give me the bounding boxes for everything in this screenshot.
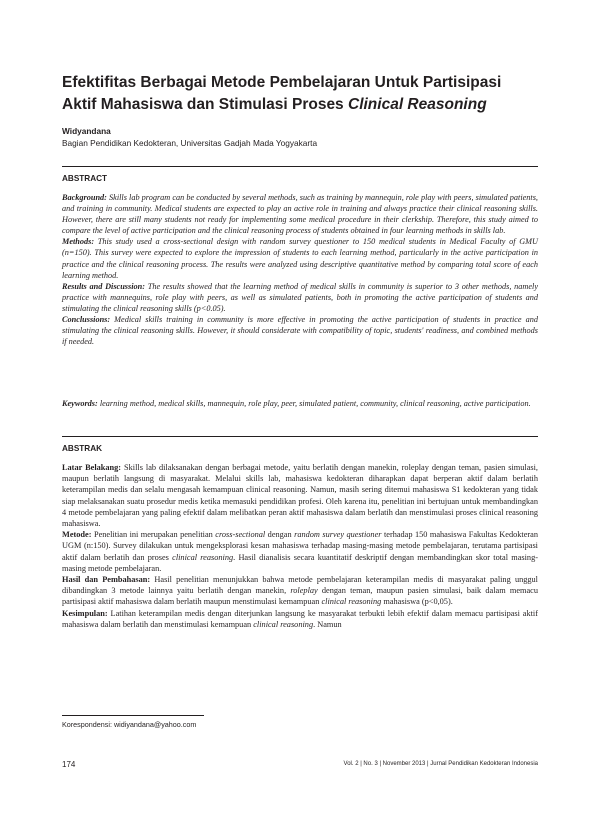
- correspondence-footnote: Korespondensi: widiyandana@yahoo.com: [62, 720, 197, 729]
- author-affiliation: Bagian Pendidikan Kedokteran, Universitas Gadjah Mada Yogyakarta: [62, 138, 318, 148]
- methods-label: Methods:: [62, 237, 95, 247]
- background-text: Skills lab program can be conducted by several methods, such as training by mannequin, role play with peers, simulated patients, and training in community. Medical students are expected to play an active role in training and always practice their clinical reasoning skills. However, there are still many students not ready for implementing some medical procedure in their clerkship. Therefore, this study aimed to compare the level of active participation and the clinical reasoning process of students obtained in four learning methods in skills lab.: [62, 193, 538, 236]
- abstrak-hasil: [62, 574, 538, 608]
- kesimpulan-italic: clinical reasoning: [253, 619, 314, 629]
- conclusions-text: Medical skills training in community is more effective in promoting the active participation of students in practice and stimulating the clinical reasoning skills. However, it should considerate with compatibility of topic, students' readiness, and combined methods if needed.: [62, 315, 538, 347]
- metode-text-c: terhadap 150 mahasiswa Fakultas Kedokteran UGM (n:150). Survey dilakukan untuk mengeksplorasi kesan mahasiswa terhadap masing-masing metode pembelajaran, terutama partisipasi aktif dalam berlatih dan proses: [62, 530, 538, 562]
- metode-label: Metode:: [62, 530, 92, 540]
- kesimpulan-label: Kesimpulan:: [62, 608, 108, 618]
- page-number: 174: [62, 760, 76, 769]
- hasil-label: Hasil dan Pembahasan:: [62, 575, 151, 585]
- paper-title: [62, 72, 542, 116]
- abstract-methods: [62, 236, 538, 280]
- abstract-top-rule: [62, 166, 538, 167]
- author-name: Widyandana: [62, 126, 111, 136]
- background-label: Background:: [62, 193, 107, 202]
- metode-italic-b: random survey questioner: [294, 530, 382, 540]
- hasil-text-c: mahasiswa (p<0,05).: [381, 597, 453, 607]
- abstract-indonesian: [62, 462, 538, 630]
- metode-text-d: . Hasil dianalisis secara kuantitatif deskriptif dengan membandingkan skor total masing-masing metode pembelajaran.: [62, 552, 538, 573]
- title-italic-term: Clinical Reasoning: [348, 96, 487, 113]
- latar-text: Skills lab dilaksanakan dengan berbagai metode, yaitu berlatih dengan manekin, roleplay dengan teman, pasien simulasi, maupun berlatih langsung di masyarakat. Melalui skills lab, mahasiswa kedokteran diharapkan dapat berperan aktif dalam berlatih keterampilan medis dan selalu mengasah kemampuan clinical reasoning. Namun, masih sering ditemui mahasiswa S1 kedokteran yang tidak siap melaksanakan suatu prosedur medis ketika memasuki pendidikan profesi. Oleh karena itu, penelitian ini bertujuan untuk membandingkan 4 metode pembelajaran yang paling efektif dalam melibatkan peran aktif mahasiswa dalam berlatih dan menstimulasi proses clinical reasoning mahasiswa.: [62, 463, 538, 529]
- hasil-italic-b: clinical reasoning: [321, 597, 382, 607]
- abstract-keywords: [62, 398, 538, 409]
- abstract-conclusions: [62, 314, 538, 347]
- title-line-1: Efektifitas Berbagai Metode Pembelajaran Untuk Partisipasi: [62, 74, 502, 91]
- journal-info: Vol. 2 | No. 3 | November 2013 | Jurnal Pendidikan Kedokteran Indonesia: [343, 761, 538, 767]
- metode-italic-a: cross-sectional: [215, 530, 266, 540]
- kesimpulan-text-b: . Namun: [313, 619, 342, 629]
- metode-text-b: dengan: [265, 530, 295, 540]
- kesimpulan-text-a: Latihan keterampilan medis dengan diterjunkan langsung ke masyarakat terbukti lebih efektif dalam memacu partisipasi aktif mahasiswa dalam berlatih dan menstimulasi kemampuan: [62, 608, 538, 629]
- metode-italic-c: clinical reasoning: [172, 552, 234, 562]
- conclusions-label: Conclussions:: [62, 315, 111, 325]
- abstrak-heading: ABSTRAK: [62, 444, 103, 453]
- results-text: The results showed that the learning method of medical skills in community is superior to 3 other methods, namely practice with mannequins, role play with peers, as well as simulated patients, both in promoting the active participation of students and stimulating the clinical reasoning skills (p<0.05).: [62, 281, 539, 313]
- metode-text-a: Penelitian ini merupakan penelitian: [91, 530, 216, 540]
- hasil-text-a: Hasil penelitian menunjukkan bahwa metode pembelajaran keterampilan medis di masyarakat paling unggul dibandingkan 3 metode lainnya yaitu berlatih dengan manekin,: [62, 575, 538, 596]
- hasil-italic-a: roleplay: [290, 586, 318, 596]
- abstrak-latar: [62, 462, 538, 529]
- abstract-background: [62, 192, 538, 236]
- results-label: Results and Discussion:: [62, 281, 145, 291]
- abstract-english: [62, 192, 538, 347]
- footnote-rule: [62, 715, 204, 716]
- title-line-2: Aktif Mahasiswa dan Stimulasi Proses: [62, 96, 348, 113]
- latar-label: Latar Belakang:: [62, 463, 122, 472]
- abstract-heading: ABSTRACT: [62, 174, 108, 183]
- abstrak-top-rule: [62, 436, 538, 437]
- abstrak-kesimpulan: [62, 608, 538, 630]
- abstract-results: [62, 281, 538, 314]
- methods-text: This study used a cross-sectional design with random survey questioner to 150 medical students in Medical Faculty of GMU (n=150). This survey were expected to explore the impression of students to each learning method, particularly in the active participation in practice and the clinical reasoning process. The results were analyzed using descriptive quantitative method by comparing total score of each learning method.: [62, 237, 538, 280]
- keywords-label: Keywords:: [62, 399, 98, 408]
- keywords-text: learning method, medical skills, mannequin, role play, peer, simulated patient, community, clinical reasoning, active participation.: [97, 399, 531, 408]
- abstrak-metode: [62, 529, 538, 574]
- hasil-text-b: dengan teman, maupun pasien simulasi, baik dalam memacu partisipasi aktif mahasiswa dalam berlatih maupun menstimulasi kemampuan: [62, 586, 538, 607]
